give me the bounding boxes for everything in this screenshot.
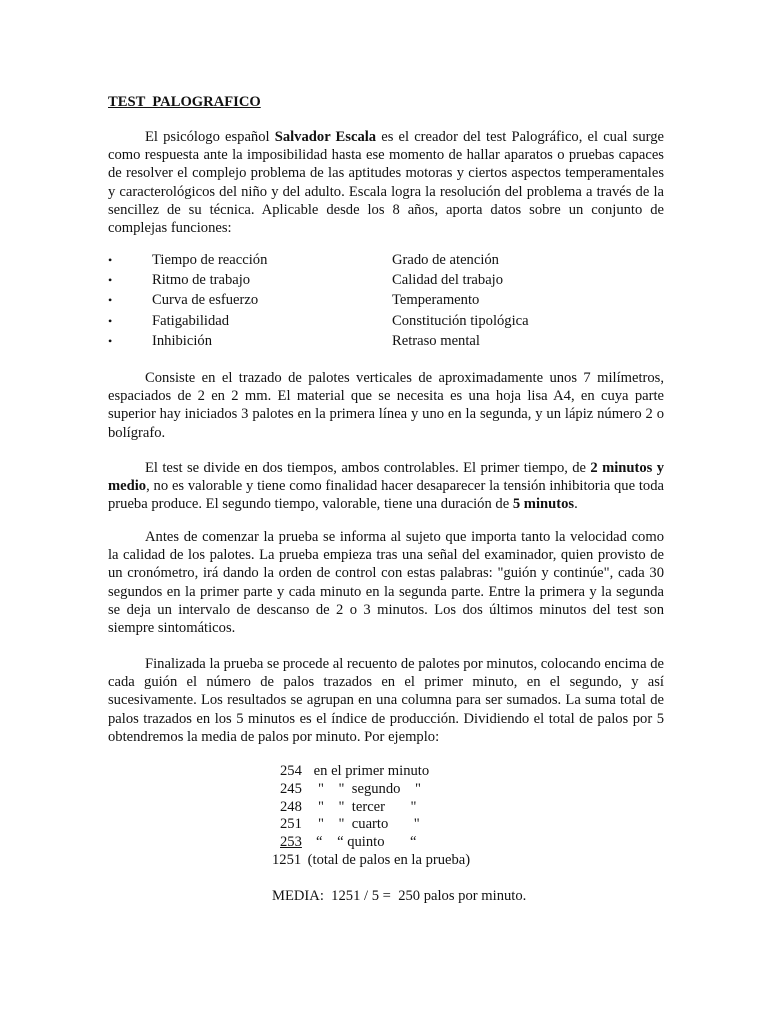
list-item	[108, 291, 668, 311]
times-text-end: .	[574, 496, 578, 513]
bullet-icon: •	[108, 293, 113, 308]
procedure-text: Antes de comenzar la prueba se informa al sujeto que importa tanto la velocidad como la calidad de los palotes. La prueba empieza tras una señal del examinador, quien provisto de un cronómetro, irá dando la orden de control con estas palabras: "guión y continúe", cada 30 segundos en la primer parte y cada minuto en la segunda parte. Entre la primera y la segunda se deja un intervalo de descanso de 2 o 3 minutos. Los dos últimos minutos del test son siempre sintomáticos.	[108, 529, 664, 637]
second-time-duration: 5 minutos	[512, 496, 575, 513]
example-label: " " segundo "	[318, 780, 421, 797]
example-label: en el primer minuto	[310, 763, 430, 779]
times-text-mid: , no es valorable y tiene como finalidad hacer desaparecer la tensión inhibitoria que toda prueba produce. El segundo tiempo, valorable, tiene una duración de	[108, 478, 664, 513]
list-item	[108, 332, 668, 352]
bullet-icon: •	[108, 273, 113, 288]
author-name: Salvador Escala	[274, 129, 377, 145]
times-text-start: El test se divide en dos tiempos, ambos controlables. El primer tiempo, de	[145, 460, 591, 476]
list-item	[108, 271, 668, 291]
bullet-icon: •	[108, 313, 113, 328]
bullet-icon: •	[108, 253, 113, 267]
list-item-left: Tiempo de reacción	[152, 252, 268, 268]
example-count: 253	[280, 834, 302, 851]
paragraph-intro	[108, 128, 664, 237]
list-item-right: Temperamento	[392, 292, 480, 309]
intro-text-rest: es el creador del test Palográfico, el cual surge como respuesta ante la imposibilidad hasta ese momento de hallar aparatos o pruebas capaces de resolver el complejo problema de las aptitudes motoras y ciertos aspectos temperamentales y caracterológicos del niño y del adulto. Escala logra la resolución del problema a través de la sencillez de su técnica. Aplicable desde los 8 años, aporta datos sobre un conjunto de complejas funciones:	[108, 129, 664, 237]
example-label: " " cuarto "	[318, 816, 420, 833]
functions-list	[108, 251, 668, 352]
example-count: 245	[280, 780, 302, 797]
example-label: “ “ quinto “	[316, 834, 417, 851]
bullet-icon: •	[108, 333, 113, 348]
example-row	[270, 798, 417, 816]
paragraph-material	[108, 369, 664, 442]
list-item	[108, 251, 668, 271]
paragraph-procedure	[108, 528, 664, 637]
material-text: Consiste en el trazado de palotes verticales de aproximadamente unos 7 milímetros, espaciados de 2 en 2 mm. El material que se necesita es una hoja lisa A4, en cuya parte superior hay iniciados 3 palotes en la primera línea y uno en la segunda, y un lápiz número 2 o bolígrafo.	[108, 370, 664, 441]
list-item-left: Ritmo de trabajo	[152, 272, 251, 289]
example-total-label: (total de palos en la prueba)	[304, 851, 471, 868]
first-time-duration: 2 minutos y medio	[108, 460, 665, 495]
paragraph-times	[108, 459, 664, 514]
average-result: MEDIA: 1251 / 5 = 250 palos por minuto.	[272, 888, 527, 904]
paragraph-scoring	[108, 655, 664, 746]
example-row	[270, 833, 417, 851]
example-total-row	[270, 851, 471, 869]
example-row	[270, 815, 420, 833]
example-table	[270, 762, 471, 869]
list-item	[108, 312, 668, 332]
list-item-left: Fatigabilidad	[152, 312, 230, 329]
example-row	[270, 780, 421, 798]
document-title: TEST PALOGRAFICO	[108, 94, 261, 110]
intro-text-start: El psicólogo español	[145, 129, 275, 145]
example-count: 251	[280, 816, 302, 833]
scoring-text: Finalizada la prueba se procede al recuento de palotes por minutos, colocando encima de cada guión el número de palos trazados en el primer minuto, en el segundo, y así sucesivamente. Los resultados se agrupan en una columna para ser sumados. La suma total de palos trazados en los 5 minutos es el índice de producción. Dividiendo el total de palos por 5 obtendremos la media de palos por minuto. Por ejemplo:	[108, 656, 664, 745]
example-row	[270, 762, 430, 780]
list-item-right: Retraso mental	[392, 332, 480, 349]
example-label: " " tercer "	[318, 798, 417, 815]
example-count: 254	[280, 763, 302, 779]
list-item-left: Curva de esfuerzo	[152, 292, 259, 309]
example-total: 1251	[272, 851, 302, 868]
list-item-right: Grado de atención	[392, 252, 499, 268]
list-item-left: Inhibición	[152, 332, 212, 349]
example-count: 248	[280, 798, 302, 815]
list-item-right: Calidad del trabajo	[392, 272, 504, 289]
list-item-right: Constitución tipológica	[392, 312, 529, 329]
